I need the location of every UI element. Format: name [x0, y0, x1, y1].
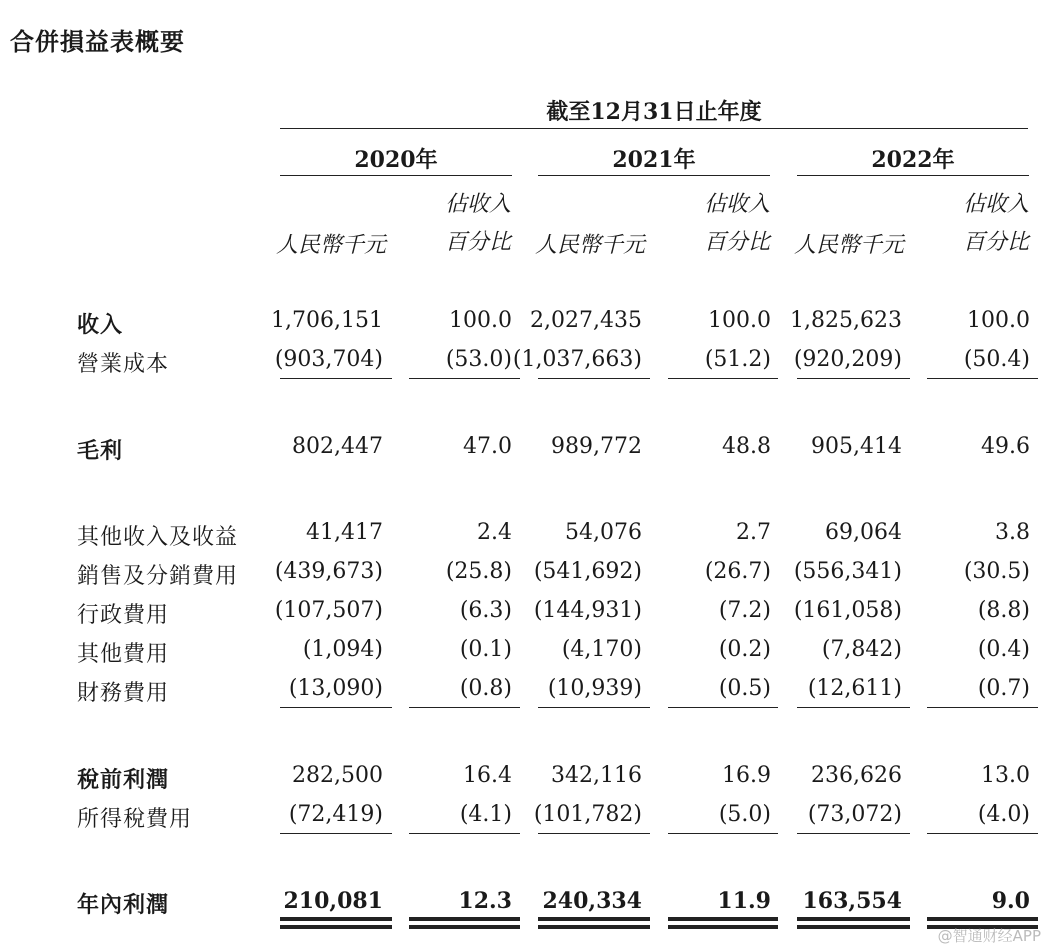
percent-cell: (4.0) — [977, 802, 1030, 827]
underline — [409, 378, 520, 379]
percent-cell: 12.3 — [458, 888, 512, 914]
amount-cell: 905,414 — [811, 434, 902, 459]
percent-cell: (50.4) — [963, 347, 1030, 372]
amount-cell: (1,037,663) — [512, 347, 642, 372]
percent-cell: 9.0 — [991, 888, 1030, 914]
percent-cell: (0.1) — [459, 637, 512, 662]
percent-cell: (7.2) — [718, 598, 771, 623]
year-header-2020: 2020年 — [354, 147, 438, 173]
amount-cell: 2,027,435 — [530, 308, 642, 333]
amount-cell: (107,507) — [274, 598, 383, 623]
amount-cell: (556,341) — [793, 559, 902, 584]
row-label: 毛利 — [77, 439, 124, 464]
amount-cell: 69,064 — [825, 520, 902, 545]
percent-cell: 2.4 — [477, 520, 512, 545]
percent-cell: 13.0 — [981, 763, 1030, 788]
underline — [668, 833, 778, 834]
underline — [280, 707, 392, 708]
amount-cell: 1,825,623 — [790, 308, 902, 333]
year-header-2022: 2022年 — [871, 147, 955, 173]
double-underline — [797, 917, 910, 921]
percent-cell: 100.0 — [967, 308, 1030, 333]
amount-column-header: 人民幣千元 — [275, 233, 386, 258]
amount-cell: 802,447 — [292, 434, 383, 459]
amount-cell: 282,500 — [292, 763, 383, 788]
amount-cell: 54,076 — [565, 520, 642, 545]
divider — [280, 175, 512, 176]
percent-column-header: 佔收入 百分比 — [962, 192, 1029, 255]
amount-cell: (4,170) — [561, 637, 642, 662]
underline — [797, 707, 910, 708]
double-underline — [797, 925, 910, 929]
amount-cell: 342,116 — [551, 763, 642, 788]
underline — [280, 378, 392, 379]
amount-cell: (10,939) — [547, 676, 642, 701]
amount-cell: 163,554 — [802, 888, 902, 914]
amount-cell: (72,419) — [288, 802, 383, 827]
double-underline — [280, 917, 392, 921]
underline — [538, 378, 650, 379]
percent-cell: 3.8 — [995, 520, 1030, 545]
row-label: 所得稅費用 — [77, 807, 193, 832]
percent-cell: (0.5) — [718, 676, 771, 701]
amount-cell: 1,706,151 — [271, 308, 383, 333]
amount-cell: (1,094) — [302, 637, 383, 662]
amount-cell: (7,842) — [821, 637, 902, 662]
double-underline — [668, 925, 778, 929]
percent-cell: (0.4) — [977, 637, 1030, 662]
amount-cell: (920,209) — [793, 347, 902, 372]
watermark: @智通财经APP — [937, 927, 1041, 945]
row-label: 銷售及分銷費用 — [77, 564, 239, 589]
underline — [927, 833, 1038, 834]
percent-cell: (51.2) — [704, 347, 771, 372]
percent-cell: 2.7 — [736, 520, 771, 545]
underline — [668, 707, 778, 708]
percent-cell: (6.3) — [459, 598, 512, 623]
amount-cell: (903,704) — [274, 347, 383, 372]
divider — [538, 175, 770, 176]
row-label: 收入 — [77, 313, 124, 338]
underline — [409, 707, 520, 708]
period-header: 截至12月31日止年度 — [546, 99, 762, 125]
percent-column-header: 佔收入 百分比 — [444, 192, 511, 255]
amount-cell: (439,673) — [274, 559, 383, 584]
amount-cell: (73,072) — [807, 802, 902, 827]
double-underline — [409, 917, 520, 921]
percent-cell: (4.1) — [459, 802, 512, 827]
row-label: 其他收入及收益 — [77, 525, 239, 550]
percent-cell: 100.0 — [708, 308, 771, 333]
percent-cell: 16.4 — [463, 763, 512, 788]
row-label: 其他費用 — [77, 642, 170, 667]
percent-cell: 47.0 — [463, 434, 512, 459]
percent-cell: 48.8 — [722, 434, 771, 459]
row-label: 稅前利潤 — [77, 768, 170, 793]
percent-cell: (26.7) — [704, 559, 771, 584]
underline — [797, 378, 910, 379]
row-label: 財務費用 — [77, 681, 170, 706]
underline — [927, 378, 1038, 379]
percent-cell: (5.0) — [718, 802, 771, 827]
page-title: 合併損益表概要 — [10, 28, 185, 56]
percent-cell: 16.9 — [722, 763, 771, 788]
percent-cell: (0.8) — [459, 676, 512, 701]
percent-column-header: 佔收入 百分比 — [703, 192, 770, 255]
underline — [409, 833, 520, 834]
double-underline — [668, 917, 778, 921]
row-label: 行政費用 — [77, 603, 170, 628]
amount-cell: 41,417 — [306, 520, 383, 545]
amount-cell: 989,772 — [551, 434, 642, 459]
underline — [538, 707, 650, 708]
double-underline — [538, 925, 650, 929]
amount-cell: (101,782) — [533, 802, 642, 827]
underline — [668, 378, 778, 379]
percent-cell: (0.7) — [977, 676, 1030, 701]
divider — [280, 128, 1028, 129]
row-label: 年內利潤 — [77, 893, 170, 918]
amount-column-header: 人民幣千元 — [793, 233, 904, 258]
double-underline — [927, 917, 1038, 921]
amount-cell: 236,626 — [811, 763, 902, 788]
amount-cell: 240,334 — [542, 888, 642, 914]
percent-cell: (25.8) — [445, 559, 512, 584]
percent-cell: (8.8) — [977, 598, 1030, 623]
double-underline — [280, 925, 392, 929]
amount-column-header: 人民幣千元 — [534, 233, 645, 258]
amount-cell: (161,058) — [793, 598, 902, 623]
year-header-2021: 2021年 — [612, 147, 696, 173]
percent-cell: (30.5) — [963, 559, 1030, 584]
underline — [797, 833, 910, 834]
percent-cell: 49.6 — [981, 434, 1030, 459]
percent-cell: 100.0 — [449, 308, 512, 333]
underline — [280, 833, 392, 834]
percent-cell: (0.2) — [718, 637, 771, 662]
row-label: 營業成本 — [77, 352, 170, 377]
amount-cell: (13,090) — [288, 676, 383, 701]
double-underline — [409, 925, 520, 929]
divider — [797, 175, 1029, 176]
percent-cell: 11.9 — [717, 888, 771, 914]
amount-cell: (541,692) — [533, 559, 642, 584]
underline — [927, 707, 1038, 708]
underline — [538, 833, 650, 834]
amount-cell: (12,611) — [807, 676, 902, 701]
double-underline — [538, 917, 650, 921]
amount-cell: 210,081 — [283, 888, 383, 914]
percent-cell: (53.0) — [445, 347, 512, 372]
amount-cell: (144,931) — [533, 598, 642, 623]
